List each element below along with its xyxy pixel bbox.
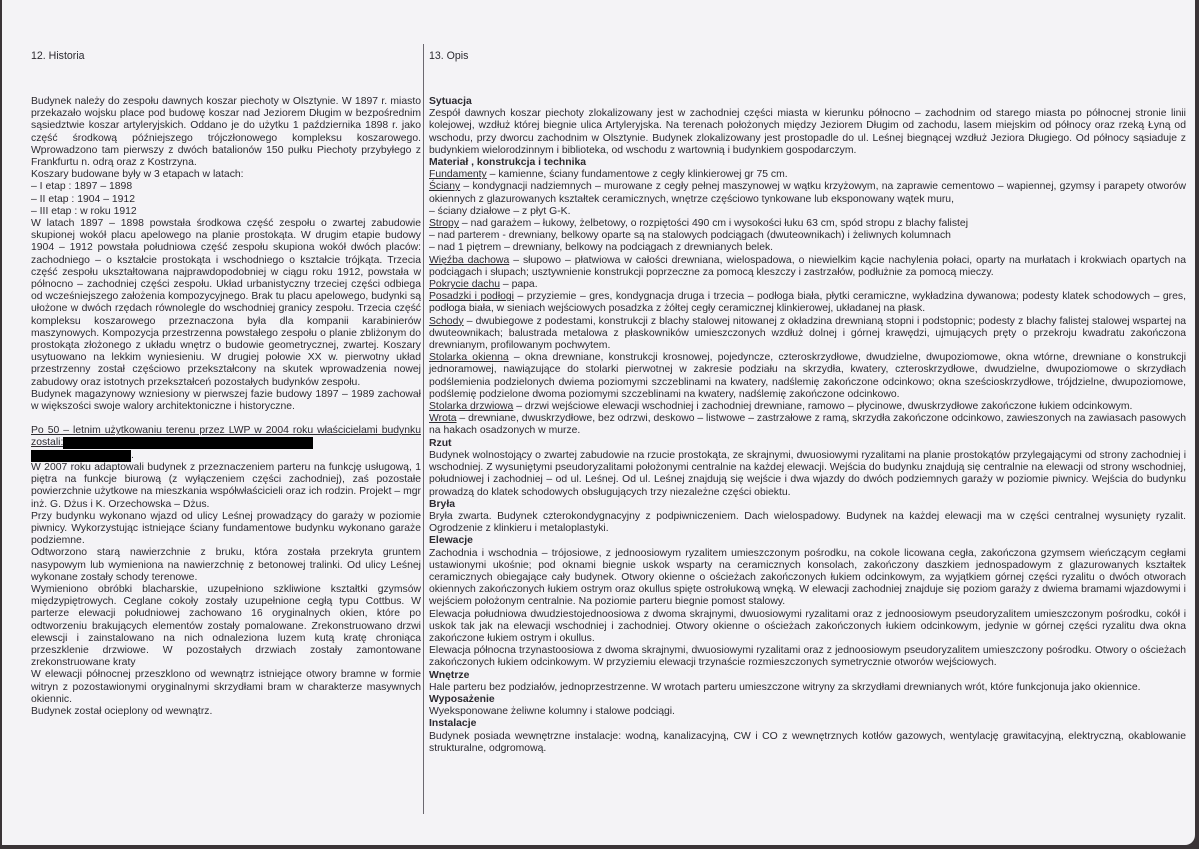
stage-item: – II etap : 1904 – 1912 (31, 193, 135, 205)
wnetrze-text: Hale parteru bez podziałów, jednoprzestrzenne. W wrotach parteru umieszczone witryny za skrzydłami drewnianych wrót, które funkcjonuja jako okiennice. (429, 681, 1141, 693)
stropy-item (429, 218, 1186, 230)
history-paragraph: W 2007 roku adaptowali budynek z przeznaczeniem parteru na funkcję usługową, 1 piętra na funkcje biurową (z wyłączeniem części zachodniej), zaś pozostałe powierzchnie użytkowe na mieszkania współwłaścicieli oraz ich rodzin. Projekt – mgr inż. G. Dżus i K. Orzechowska – Dżus. (31, 461, 421, 510)
pokrycie-label: Pokrycie dachu (429, 279, 501, 291)
history-paragraph: W latach 1897 – 1898 powstała środkowa część zespołu o zwartej zabudowie skupionej wokół placu apelowego na planie prostokąta. W drugim etapie budowy 1904 – 1912 powstała południowa część zespołu skupiona wokół dwóch placów: zachodniego – o kształcie prostokąta i wschodniego o kształcie trójkąta. Trzecia część zespołu ukształtowana najprawdopodobniej w ciągu roku 1912, powstała w północno – zachodniej części zespołu. Układ urbanistyczny trzeciej części odbiega od wcześniejszego założenia kompozycyjnego. Brak tu placu apelowego, budynki są ułożone w dwóch rzędach równolegle do wschodniej granicy zespołu. Trzecia część kompleksu koszarowego przeznaczona była dla kompanii karabinierów maszynowych. Kompozycja przestrzenna powstałego zespołu o planie zbliżonym do prostokąta złożonego z układu wnętrz o budowie geometrycznej, zwartej. Koszary usytuowano na lekkim wyniesieniu. W drugiej połowie XX w. pierwotny układ przestrzenny został częściowo przekształcony na skutek wprowadzenia nowej zabudowy oraz istotnych przekształceń pozostałych budynków zespołu. (31, 218, 421, 388)
heading-elewacje: Elewacje (429, 535, 473, 547)
schody-text: – dwubiegowe z podestami, konstrukcji z blachy stalowej nitowanej z okładzina drewnianą stopni i podstopnic; podesty z blachy falistej stalowej wspartej na dwuteownikach; balustrada metalowa z płaskowników umieszczonych wzdłuż dolnej i górnej krawędzi, ujmujących pręty o przekroju kwadratu zakończona drewnianym, profilowanym pochwytem. (429, 315, 1186, 352)
redaction-bar (31, 450, 131, 462)
heading-sytuacja: Sytuacja (429, 96, 472, 107)
fundamenty-item (429, 169, 1186, 181)
sciany-dzialowe: – ściany działowe – z płyt G-K. (429, 205, 571, 217)
heading-instalacje: Instalacje (429, 718, 477, 730)
bryla-text: Bryła zwarta. Budynek czterokondygnacyjny z podpiwniczeniem. Dach wielospadowy. Budynek na każdej elewacji ma w części centralnej wysunięty ryzalit. Ogrodzenie z klinkieru i metaloplastyki. (429, 510, 1186, 535)
heading-wnetrze: Wnętrze (429, 669, 470, 681)
stropy-label: Stropy (429, 218, 460, 230)
okienna-item (429, 352, 1186, 401)
fundamenty-label: Fundamenty (429, 169, 487, 181)
history-paragraph: Budynek należy do zespołu dawnych koszar piechoty w Olsztynie. W 1897 r. miasto przekazało wojsku place pod budowę koszar nad Jeziorem Długim w bezpośrednim sąsiedztwie koszar artyleryjskich. Oddano je do użytku 1 października 1898 r. jako część środkową późniejszego trójczłonowego kompleksu koszarowego. Wprowadzono tam pierwszy z dwóch batalionów 150 pułku Piechoty przybyłego z Frankfurtu n. odrą oraz z Kostrzyna. (31, 96, 421, 169)
elewacje-text: Elewacja południowa dwudziestojednoosiowa z dwoma skrajnymi, dwuosiowymi ryzalitami oraz z jednoosiowym pseudoryzalitem umieszczonym pośrodku, cokół i uskok tak jak na elewacji wschodniej i zachodniej. Otwory okienne o ościeżach zakończonych łukiem odcinkowym, jedynie w górnej części ryzalitu dwa okna zakończone łukiem ostrym i okullus. (429, 608, 1186, 644)
history-paragraph: W elewacji północnej przeszklono od wewnątrz istniejące otwory bramne w formie witryn z pozostawionymi oryginalnymi skrzydłami bram w charakterze masywnych okiennic. (31, 669, 421, 705)
history-body (31, 96, 421, 718)
sciany-text: – kondygnacji nadziemnych – murowane z cegły pełnej maszynowej w wątku krzyżowym, na zaprawie cementowo – wapiennej, gzymsy i parapety otworów okiennych z glazurowanych kształtek ceramicznych, wnętrze częściowo tynkowane lub eksponowany wątek muru, (429, 181, 1186, 205)
stropy-pietro: – nad 1 piętrem – drewniany, belkowy na podciągach z drewnianych belek. (429, 242, 774, 254)
sciany-item (429, 181, 1186, 205)
description-body (429, 96, 1186, 755)
stage-item: – III etap : w roku 1912 (31, 205, 137, 217)
history-paragraph: Wymieniono obróbki blacharskie, uzupełniono szkliwione kształtki gzymsów międzypiętrowych. Ceglane cokoły zostały uzupełnione cegłą typu Cottbus. W parterze elewacji południowej zachowano 16 oryginalnych okien, które po odtworzeniu brakujących elementów zostały pomalowane. Zrekonstruowano drzwi elewscji i zainstalowano na nich odnaleziona luzem kutą kratę chroniąca przeszklenie drzwiowe. W pozostałych drzwiach zostały zamontowane zrekonstruowane kraty (31, 583, 421, 669)
period: . (131, 449, 134, 461)
history-paragraph: Budynek magazynowy wzniesiony w pierwszej fazie budowy 1897 – 1989 zachował w większości swoje walory architektoniczne i historyczne. (31, 388, 421, 413)
elewacje-text: Elewacja północna trzynastoosiowa z dwoma skrajnymi, dwuosiowymi ryzalitami oraz z jednoosiowym pseudoryzalitem umieszczony pośrodku. Otwory o ościeżach zakończonych łukiem odcinkowym. W przyziemiu elewacji trzynaście rozmieszczonych symetrycznie otworów wejściowych. (429, 645, 1186, 669)
instalacje-text: Budynek posiada wewnętrzne instalacje: wodną, kanalizacyjną, CW i CO z wewnętrznych kotłów gazowych, wentylację grawitacyjną, elektryczną, okablowanie strukturalne, odgromową. (429, 730, 1186, 754)
heading-rzut: Rzut (429, 437, 452, 449)
drzwiowa-item (429, 401, 1186, 413)
heading-material: Materiał , konstrukcja i technika (429, 157, 587, 169)
drzwiowa-label: Stolarka drzwiowa (429, 401, 514, 413)
wrota-text: – drewniane, dwuskrzydłowe, bez odrzwi, deskowo – listwowe – zastrzałowe z ramą, skrzydła zakończone odcinkowo, zawieszonych na zawiasach pasowych na hakach osadzonych w murze. (429, 413, 1186, 437)
sytuacja-text: Zespół dawnych koszar piechoty zlokalizowany jest w zachodniej części miasta w kierunku północno – zachodnim od starego miasta po północnej stronie linii kolejowej, wzdłuż której biegnie ulica Artyleryjska. Na terenach położonych między Jeziorem Długim od zachodu, lasem miejskim od północy oraz rzeką Łyną od wschodu, przy dworcu zachodnim w Olsztynie. Budynek zlokalizowany jest prostopadle do ul. Leśnej biegnącej wzdłuż Jeziora Długiego. Od północy sąsiaduje z budynkiem wielorodzinnym i biblioteka, od wschodu z wartownią i budynkiem gospodarczym. (429, 108, 1186, 156)
stage-item: – I etap : 1897 – 1898 (31, 181, 133, 193)
history-paragraph: Odtworzono starą nawierzchnie z bruku, która została przekryta gruntem nasypowym lub wymieniona na nawierzchnię z betonowej tralinki. Od ulicy Leśnej wykonane zostały schody terenowe. (31, 547, 421, 583)
posadzki-item (429, 291, 1186, 315)
rzut-text: Budynek wolnostojący o zwartej zabudowie na rzucie prostokąta, ze skrajnymi, dwuosiowymi ryzalitami na planie prostokątów przylegającymi od strony zachodniej i wschodniej. Z wysuniętymi pseudoryzalitami położonymi centralnie na każdej elewacji. Wejścia do budynku znajdują się centralnie na elewacji od strony wschodniej, południowej i zachodniej – od ul. Leśnej. Od ul. Leśnej znajdują się wejście i dwa wjazdy do dwóch podziemnych garaży w poziomie piwnicy. Wejścia do budynku prowadzą do klatek schodowych obsługujących trzy niezależne części obiektu. (429, 449, 1186, 498)
redaction-bar (63, 437, 313, 449)
history-paragraph: Przy budynku wykonano wjazd od ulicy Leśnej prowadzący do garaży w poziomie piwnicy. Wykorzystując istniejące ściany fundamentowe budynku wykonano garaże podziemne. (31, 510, 421, 547)
pokrycie-text: – papa. (500, 279, 538, 291)
wrota-item (429, 413, 1186, 437)
wiezba-item (429, 255, 1186, 279)
history-title: 12. Historia (31, 50, 85, 62)
history-paragraph: Budynek został ocieplony od wewnątrz. (31, 705, 213, 717)
stropy-parter: – nad parterem - drewniany, belkowy oparte są na stalowych podciągach (dwuteownikach) i żeliwnych kolumnach (429, 230, 951, 242)
description-title: 13. Opis (429, 50, 469, 62)
drzwiowa-text: – drzwi wejściowe elewacji wschodniej i zachodniej drewniane, ramowo – płycinowe, dwuskrzydłowe zakończone łukiem odcinkowym. (513, 401, 1133, 413)
wiezba-text: – słupowo – płatwiowa w całości drewniana, wielospadowa, o niewielkim kącie nachylenia połaci, oparty na murłatach i krokwiach opartych na podciągach i słupach; usztywnienie konstrukcji poprzeczne za pomocą kleszczy i zastrzałów, podłużnie za pomocą mieczy. (429, 254, 1186, 278)
wiezba-label: Więźba dachowa (429, 254, 510, 266)
schody-label: Schody (429, 315, 464, 327)
heading-bryla: Bryła (429, 498, 455, 510)
posadzki-label: Posadzki i podłogi (429, 291, 514, 303)
stropy-text: – nad garażem – łukowy, żelbetowy, o rozpiętości 490 cm i wysokości łuku 63 cm, spód stropu z blachy falistej (459, 218, 969, 230)
heading-wyposazenie: Wyposażenie (429, 693, 495, 705)
wrota-label: Wrota (429, 413, 457, 425)
document-page (2, 0, 1195, 845)
column-divider (423, 44, 424, 814)
owners-text: Po 50 – letnim użytkowaniu terenu przez LWP w 2004 roku właścicielami budynku zostali: (31, 425, 421, 449)
okienna-label: Stolarka okienna (429, 352, 509, 364)
history-paragraph: Koszary budowane były w 3 etapach w latach: (31, 169, 244, 181)
pokrycie-item (429, 279, 1186, 291)
posadzki-text: – przyziemie – gres, kondygnacja druga i trzecia – podłoga biała, płytki ceramiczne, wykładzina dywanowa; podesty klatek schodowych – gres, podłoga biała, w sieniach wejściowych posadzka z żółtej cegły ceramicznej klinkierowej, układanej na płask. (429, 291, 1186, 315)
sciany-label: Ściany (429, 181, 461, 193)
fundamenty-text: – kamienne, ściany fundamentowe z cegły klinkierowej gr 75 cm. (486, 169, 788, 181)
spacer (31, 413, 421, 425)
okienna-text: – okna drewniane, konstrukcji krosnowej, pojedyncze, czteroskrzydłowe, dwudzielne, dwupoziomowe, okna wtórne, drewniane o konstrukcji jednoramowej, nawiązujące do stolarki pierwotnej w zakresie podziału na skrzydła, kwatery, czteroskrzydłowe, dwudzielne, dwupoziomowe o skrzydłach podślemienia podzielonych dwiema poziomymi szczeblinami na kwatery, nadślemię zakończone odcinkowo; okna sześcioskrzydłowe, trójdzielne, dwupoziomowe, podślemię podzielone dwoma poziomymi szczeblinami na kwatery, nadślemię zakończone odcinkowo. (429, 352, 1186, 400)
elewacje-text: Zachodnia i wschodnia – trójosiowe, z jednoosiowym ryzalitem umieszczonym pośrodku, na cokole licowana cegła, zakończona gzymsem wieńczącym cegłami ustawionymi ukośnie; pod oknami biegnie uskok wsparty na ceramicznych konsolach, zakończony daszkiem jednospadowym z glazurowanych kształtek ceramicznych obiegające cały budynek. Otwory okienne o ościeżach zakończonych łukiem odcinkowym, za wyjątkiem górnej części ryzalitu o dwóch otworach okiennych zakończonych łukiem ostrym oraz okullus spięte ostrołukową wnęką. W elewacji zachodniej znajduje się poziom garaży z dwiema bramami wjazdowymi i wejściem położonym centralnie. Na poziomie parteru biegnie pomost stalowy. (429, 547, 1186, 608)
wyposazenie-text: Wyeksponowane żeliwne kolumny i stalowe podciągi. (429, 706, 675, 718)
schody-item (429, 316, 1186, 353)
owners-paragraph (31, 425, 421, 462)
